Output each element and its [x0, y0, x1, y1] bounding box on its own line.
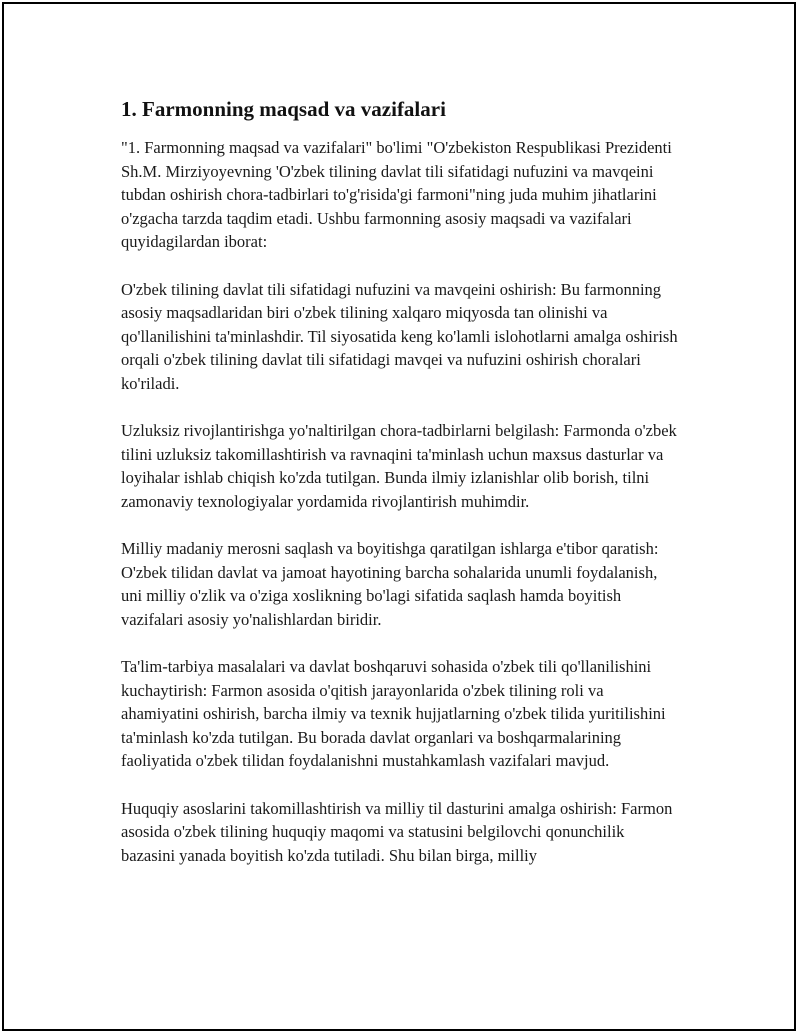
paragraph-education: Ta'lim-tarbiya masalalari va davlat boshqaruvi sohasida o'zbek tili qo'llanilishini kuchaytirish: Farmon asosida o'qitish jarayonlarida o'zbek tilining roli va ahamiyatini oshirish, barcha ilmiy va texnik hujjatlarning o'zbek tilida yuritilishini ta'minlash ko'zda tutilgan. Bu borada davlat organlari va boshqarmalarining faoliyatida o'zbek tilidan foydalanishni mustahkamlash vazifalari mavjud. — [121, 657, 666, 771]
document-body — [121, 94, 681, 891]
paragraph-legal: Huquqiy asoslarini takomillashtirish va milliy til dasturini amalga oshirish: Farmon asosida o'zbek tilining huquqiy maqomi va statusini belgilovchi qonunchilik bazasini yanada boyitish ko'zda tutiladi. Shu bilan birga, milliy — [121, 798, 673, 865]
paragraph-development: Uzluksiz rivojlantirishga yo'naltirilgan chora-tadbirlarni belgilash: Farmonda o'zbek tilini uzluksiz takomillashtirish va ravnaqini ta'minlash uchun maxsus dasturlar va loyihalar ishlab chiqish ko'zda tutilgan. Bunda ilmiy izlanishlar olib borish, tilni zamonaviy texnologiyalar yordamida rivojlantirish muhimdir. — [121, 421, 677, 511]
paragraph-heritage: Milliy madaniy merosni saqlash va boyitishga qaratilgan ishlarga e'tibor qaratish: O'zbek tilidan davlat va jamoat hayotining barcha sohalarida unumli foydalanish, uni milliy o'zlik va o'ziga xoslikning bo'lagi sifatida saqlash hamda boyitish vazifalari asosiy yo'nalishlardan biridir. — [121, 539, 659, 629]
paragraph-intro: "1. Farmonning maqsad va vazifalari" bo'limi "O'zbekiston Respublikasi Prezidenti Sh.M. Mirziyoyevning 'O'zbek tilining davlat tili sifatidagi nufuzini va mavqeini tubdan oshirish chora-tadbirlari to'g'risida'gi farmoni"ning juda muhim jihatlarini o'zgacha tarzda taqdim etadi. Ushbu farmonning asosiy maqsadi va vazifalari quyidagilardan iborat: — [121, 138, 672, 252]
document-page — [2, 2, 796, 1031]
section-title: 1. Farmonning maqsad va vazifalari — [121, 97, 446, 121]
paragraph-status: O'zbek tilining davlat tili sifatidagi nufuzini va mavqeini oshirish: Bu farmonning asosiy maqsadlaridan biri o'zbek tilining xalqaro miqyosda tan olinishi va qo'llanilishini ta'minlashdir. Til siyosatida keng ko'lamli islohotlarni amalga oshirish orqali o'zbek tilining davlat tili sifatidagi mavqei va nufuzini oshirish choralari ko'riladi. — [121, 279, 678, 393]
